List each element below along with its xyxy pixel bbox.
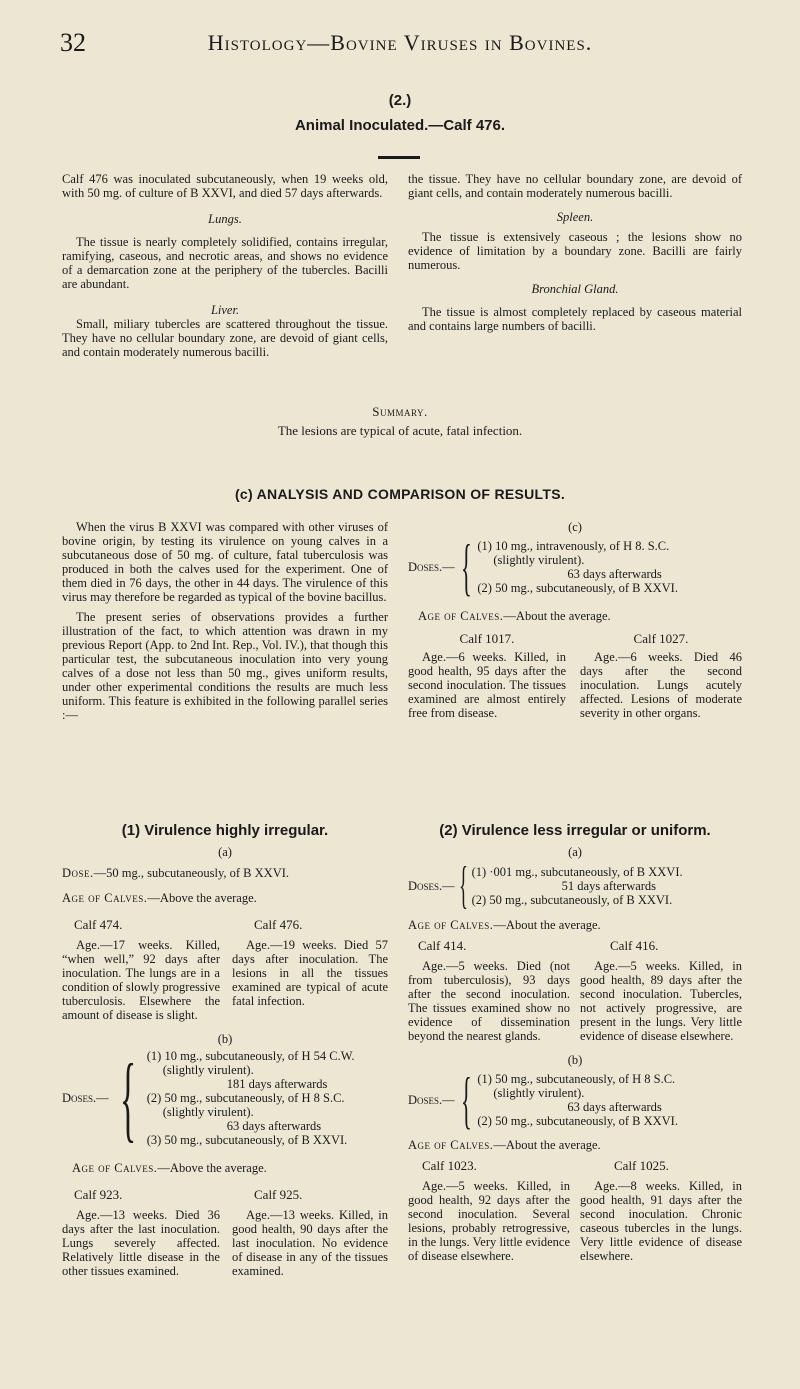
section-c-left [62,520,388,722]
dose-item: (2) 50 mg., subcutaneously, of B XXVI. [477,1114,678,1128]
bronchial-text: The tissue is almost completely replaced by caseous material and contains large numbers of bacilli. [408,305,742,333]
series-1-doses [62,1044,388,1151]
calf-text: Age.—5 weeks. Died (not from tuberculosis), 93 days after the second inoculation. The tissues examined show no evidence of dissemination beyond the nearest glands. [408,959,570,1043]
series-2 [408,822,742,1263]
page-number: 32 [60,28,86,57]
calf-text: Age.—13 weeks. Died 36 days after the last inoculation. Lungs severely affected. Relatively little disease in the other tissues examined. [62,1208,220,1278]
calf-name: Calf 1017. [459,631,515,646]
dose-item: (2) 50 mg., subcutaneously, of B XXVI. [471,893,673,907]
series-2-a-label: (a) [568,845,582,859]
calf-entry [232,918,388,1022]
brace-icon: { [460,1064,472,1135]
age-label: Age of Calves. [408,918,494,932]
age-text: —Above the average. [147,891,257,905]
calf-text: Age.—5 weeks. Killed, in good health, 89 days after the second inoculation. Tubercles, not actively progressive, are present in the lungs. Very little evidence of disease elsewhere. [580,959,742,1043]
series-2-age-2 [408,1138,742,1153]
calf-name: Calf 1027. [633,631,689,646]
doses-label: Doses.— [408,560,455,574]
doses-label: Doses.— [408,879,455,893]
dose-list [472,865,683,907]
dose-text: —50 mg., subcutaneously, of B XXVI. [93,866,290,880]
calf-entry [408,939,570,1043]
intro-text: Calf 476 was inoculated subcutaneously, when 19 weeks old, with 50 mg. of culture of B XXVI, and died 57 days afterwards. [62,172,388,200]
bronchial-heading: Bronchial Gland. [531,282,619,296]
left-column-2 [62,172,388,359]
series-2-doses [408,857,742,914]
calf-pair [62,1188,388,1278]
age-label: Age of Calves. [408,1138,494,1152]
dose-interval: 51 days afterwards [561,879,657,893]
series-2-doses-2 [408,1064,742,1135]
dose-item-note: (slightly virulent). [162,1105,254,1119]
calf-name: Calf 1023. [422,1158,477,1173]
analysis-para-1: When the virus B XXVI was compared with other viruses of bovine origin, by testing its virulence on young calves in a subcutaneous dose of 50 mg. of culture, fatal tuberculosis was produced in both the calves used for the experiment. One of them died in 76 days, the other in 44 days. The virulence of this virus may therefore be regarded as typical of the bovine bacillus. [62,520,388,604]
age-of-calves [408,609,742,624]
calf-text: Age.—19 weeks. Died 57 days after inoculation. The lesions in all the tissues examined are typical of acute fatal infection. [232,938,388,1008]
calf-name: Calf 925. [254,1187,303,1202]
age-text: —About the average. [503,609,611,623]
dose-label: Dose. [62,866,94,880]
dose-item: (3) 50 mg., subcutaneously, of B XXVI. [146,1133,348,1147]
dose-interval: 63 days afterwards [226,1119,322,1133]
calf-entry [232,1188,388,1278]
calf-text: Age.—5 weeks. Killed, in good health, 92 days after the second inoculation. Several lesions, probably retrogressive, in the lungs. Very little evidence of disease elsewhere. [408,1179,570,1263]
dose-interval: 63 days afterwards [567,1100,662,1114]
lungs-text: The tissue is nearly completely solidified, contains irregular, ramifying, caseous, and necrotic areas, and shows no evidence of a demarcation zone at the periphery of the tubercles. Bacilli are abundant. [62,235,388,291]
c-doses [408,531,742,602]
calf-entry [408,1159,570,1263]
series-2-age [408,918,742,933]
calf-name: Calf 923. [74,1187,123,1202]
calf-text: Age.—6 weeks. Killed, in good health, 95 days after the second inoculation. The tissues examined are almost entirely free from disease. [408,650,566,720]
age-text: —About the average. [493,918,601,932]
dose-item: (2) 50 mg., subcutaneously, of B XXVI. [477,581,678,595]
calf-text: Age.—13 weeks. Killed, in good health, 90 days after the last inoculation. No evidence of disease in any of the tissues examined. [232,1208,388,1278]
calf-entry [62,1188,220,1278]
brace-icon: { [458,857,468,914]
dose-item-note: (slightly virulent). [493,1086,585,1100]
calf-pair [62,918,388,1022]
series-2-title: (2) Virulence less irregular or uniform. [439,822,711,839]
calf-pair [408,939,742,1043]
section-c-title: (c) ANALYSIS AND COMPARISON OF RESULTS. [234,486,566,502]
calf-entry [408,632,566,720]
calf-pair [408,1159,742,1263]
calf-name: Calf 474. [74,917,123,932]
series-1-age [62,891,388,906]
dose-list [477,539,678,595]
calf-entry [580,632,742,720]
series-1-dose [62,866,388,881]
age-label: Age of Calves. [418,609,504,623]
calf-name: Calf 1025. [614,1158,669,1173]
brace-icon: { [119,1044,136,1151]
series-2-b-label: (b) [567,1053,583,1067]
series-1-title: (1) Virulence highly irregular. [121,822,329,839]
dose-item: (1) 10 mg., intravenously, of H 8. S.C. [477,539,670,553]
age-label: Age of Calves. [72,1161,158,1175]
section-label: (2.) [388,92,412,109]
analysis-para-2: The present series of observations provides a further illustration of the fact, to which attention was drawn in my previous Report (App. to 2nd Int. Rep., Vol. IV.), that though this particular test, the subcutaneous inoculation into very young calves of a dose not less than 50 mg., gives uniform results, under other experimental conditions the results are much less uniform. This feature is exhibited in the following parallel series :— [62,610,388,722]
calf-text: Age.—8 weeks. Killed, in good health, 91 days after the second inoculation. Chronic caseous tubercles in the lungs. Very little evidence of disease elsewhere. [580,1179,742,1263]
rule [378,156,420,159]
doses-label: Doses.— [62,1091,109,1105]
dose-list [147,1049,355,1147]
age-label: Age of Calves. [62,891,148,905]
calf-name: Calf 414. [418,938,467,953]
series-1-b-label: (b) [217,1032,233,1046]
series-1-a-label: (a) [218,845,232,859]
liver-text: Small, miliary tubercles are scattered throughout the tissue. They have no cellular boundary zone, are devoid of giant cells, and contain moderately numerous bacilli. [62,317,388,359]
liver-heading: Liver. [210,303,240,317]
summary-text: The lesions are typical of acute, fatal infection. [277,423,523,438]
calf-pair [408,632,742,720]
doses-label: Doses.— [408,1093,455,1107]
dose-list [477,1072,678,1128]
calf-text: Age.—6 weeks. Died 46 days after the second inoculation. Lungs acutely affected. Lesions of moderate severity in other organs. [580,650,742,720]
dose-item: (1) 10 mg., subcutaneously, of H 54 C.W. [146,1049,355,1063]
brace-icon: { [460,531,472,602]
spleen-heading: Spleen. [556,210,594,224]
calf-name: Calf 476. [254,917,303,932]
series-1-age-2 [62,1161,388,1176]
dose-item: (1) ·001 mg., subcutaneously, of B XXVI. [471,865,683,879]
c-label: (c) [568,520,582,534]
age-text: —Above the average. [157,1161,267,1175]
calf-entry [580,1159,742,1263]
calf-text: Age.—17 weeks. Killed, “when well,” 92 days after inoculation. The lungs are in a condition of slowly progressive tuberculosis. Elsewhere the amount of disease is slight. [62,938,220,1022]
spleen-text: The tissue is extensively caseous ; the lesions show no evidence of limitation by a boundary zone. Bacilli are fairly numerous. [408,230,742,272]
dose-interval: 181 days afterwards [226,1077,328,1091]
dose-item: (1) 50 mg., subcutaneously, of H 8 S.C. [477,1072,676,1086]
age-text: —About the average. [493,1138,601,1152]
right-column-2 [408,172,742,333]
calf-entry [580,939,742,1043]
dose-item-note: (slightly virulent). [162,1063,254,1077]
calf-entry [62,918,220,1022]
calf-name: Calf 416. [610,938,659,953]
dose-interval: 63 days afterwards [567,567,662,581]
section-c-right [408,520,742,720]
series-1 [62,822,388,1278]
running-title: Histology—Bovine Viruses in Bovines. [207,30,593,55]
lungs-heading: Lungs. [208,212,242,226]
summary-heading: Summary. [372,404,428,419]
section-title: Animal Inoculated.—Calf 476. [294,117,506,134]
dose-item: (2) 50 mg., subcutaneously, of H 8 S.C. [146,1091,345,1105]
liver-continued: the tissue. They have no cellular boundary zone, are devoid of giant cells, and contain moderately numerous bacilli. [408,172,742,200]
dose-item-note: (slightly virulent). [493,553,585,567]
